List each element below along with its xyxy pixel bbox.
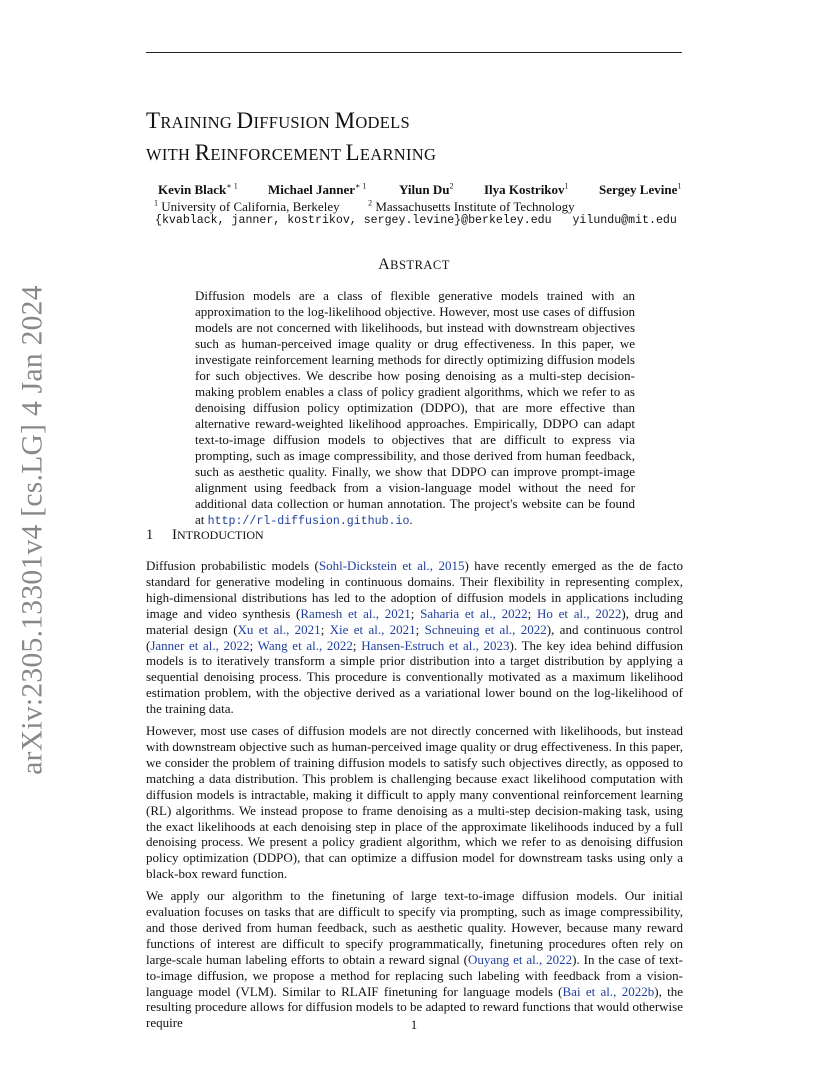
paragraph-text: ; [527, 605, 537, 621]
paragraph-text: ), drug and material design ( [146, 605, 683, 637]
citation-link[interactable]: Ouyang et al., 2022 [468, 951, 573, 967]
page-number: 1 [410, 1017, 418, 1032]
paragraph-text: However, most use cases of diffusion models are not directly concerned with likelihoods, but instead with downstream objective such as human-perceived image quality or drug effectiveness. In this paper, we consider the problem of training diffusion models to satisfy such objectives directly, as opposed to matching a data distribution. This problem is challenging because exact likelihood computation with diffusion models is intractable, making it difficult to apply many conventional reinforcement learning (RL) algorithms. We instead propose to frame denoising as a multi-step decision-making task, using the exact likelihoods at each denoising step in place of the approximate likelihoods induced by a full denoising process. We present a policy gradient algorithm, which we refer to as denoising diffusion policy optimization (DDPO), that can optimize a diffusion model for downstream tasks using only a black-box reward function. [146, 723, 683, 882]
author: Sergey Levine$^1$ [599, 181, 682, 197]
author: Ilya Kostrikov$^1$ [484, 181, 569, 197]
section-number: 1 [146, 527, 154, 543]
author: Kevin Black$^{∗ 1}$ [158, 181, 238, 197]
author: Michael Janner$^{∗ 1}$ [268, 181, 367, 197]
paragraph-text: ) have recently emerged as the de facto standard for generative modeling in continuous domains. Their flexibility in representing complex, high-dimensional distributions has led to the adoption of diffusion models in applications including image and video synthesis ( [146, 558, 683, 621]
affiliations: $^1$ University of California, Berkeley $^2$ Massachusetts Institute of Technology [154, 198, 575, 214]
paragraph-text: We apply our algorithm to the finetuning of large text-to-image diffusion models. Our initial evaluation focuses on tasks that are difficult to specify via prompting, such as image compressibility, and those derived from human feedback, such as aesthetic quality. However, because many reward functions of interest are difficult to specify programmatically, finetuning procedures often rely on large-scale human labeling efforts to obtain a reward signal ( [146, 888, 683, 967]
top-rule [146, 52, 682, 53]
email-berkeley: {kvablack, janner, kostrikov, sergey.levine}@berkeley.edu [155, 214, 552, 227]
paragraph-text: ; [320, 621, 330, 637]
citation-link[interactable]: Sohl-Dickstein et al., 2015 [318, 558, 465, 573]
paragraph-text: ). In the case of text-to-image diffusion, we propose a method for replacing such labeling with feedback from a vision-language model (VLM). Similar to RLAIF finetuning for language models ( [146, 951, 683, 999]
paragraph-text: ), and continuous control ( [146, 621, 683, 653]
project-website-link[interactable]: http://rl-diffusion.github.io [207, 515, 410, 528]
paragraph-text: Diffusion probabilistic models ( [146, 558, 319, 573]
citation-link[interactable]: Bai et al., 2022b [562, 983, 655, 999]
email-mit: yilundu@mit.edu [572, 214, 677, 227]
paragraph-text: ; [352, 637, 362, 653]
affiliation-mit: Massachusetts Institute of Technology [375, 199, 575, 214]
citation-link[interactable]: Wang et al., 2022 [257, 637, 353, 653]
paragraph-text: ). The key idea behind diffusion models is to iteratively transform a simple prior distribution into a target distribution by applying a sequential denoising process. This procedure is conventionally motivated as a maximum likelihood estimation problem, with the objective derived as a variational lower bound on the log-likelihood of the training data. [146, 637, 683, 717]
author: Yilun Du$^2$ [399, 181, 454, 197]
citation-link[interactable]: Janner et al., 2022 [150, 637, 250, 653]
citation-link[interactable]: Xu et al., 2021 [237, 621, 321, 637]
paragraph-text: ; [249, 637, 258, 653]
paragraph-text: ; [410, 605, 421, 621]
citation-link[interactable]: Xie et al., 2021 [329, 621, 416, 637]
abstract-body: Diffusion models are a class of flexible generative models trained with an approximation to the log-likelihood objective. However, most use cases of diffusion models are not concerned with likelihoods, but instead with downstream objectives such as human-perceived image quality or drug effectiveness. In this paper, we investigate reinforcement learning methods for directly optimizing diffusion models for such objectives. We describe how posing denoising as a multi-step decision-making problem enables a class of policy gradient algorithms, which we refer to as denoising diffusion policy optimization (DDPO), that are more effective than alternative reward-weighted likelihood approaches. Empirically, DDPO can adapt text-to-image diffusion models to objectives that are difficult to express via prompting, such as image compressibility, and those derived from human feedback, such as aesthetic quality. Finally, we show that DDPO can improve prompt-image alignment using feedback from a vision-language model without the need for additional data collection or human annotation. The project's website can be found at http://rl-diffusion.github.io. [195, 288, 635, 528]
citation-link[interactable]: Schneuing et al., 2022 [424, 621, 547, 637]
paragraph-text: ; [415, 621, 425, 637]
citation-link[interactable]: Ramesh et al., 2021 [300, 605, 411, 621]
citation-link[interactable]: Hansen-Estruch et al., 2023 [361, 637, 510, 653]
title-line-1: TRAINING DIFFUSION MODELS [146, 108, 410, 133]
paragraph [146, 723, 683, 882]
paragraph [146, 558, 683, 717]
paragraph-text: ), the resulting procedure allows for diffusion models to be adapted to reward functions that would otherwise require [146, 983, 683, 1031]
section-heading-introduction: 1 INTRODUCTION [146, 527, 264, 543]
paragraph [146, 888, 683, 1031]
title-line-2: WITH REINFORCEMENT LEARNING [146, 140, 437, 165]
citation-link[interactable]: Saharia et al., 2022 [420, 605, 528, 621]
arxiv-stamp [8, 285, 58, 775]
arxiv-identifier: arXiv:2305.13301v4 [cs.LG] 4 Jan 2024 [16, 285, 49, 775]
abstract-heading: ABSTRACT [378, 256, 450, 273]
introduction-body [146, 558, 683, 1037]
citation-link[interactable]: Ho et al., 2022 [536, 605, 622, 621]
paper-title [146, 106, 436, 170]
affiliation-berkeley: University of California, Berkeley [161, 199, 340, 214]
author-emails [155, 214, 677, 227]
